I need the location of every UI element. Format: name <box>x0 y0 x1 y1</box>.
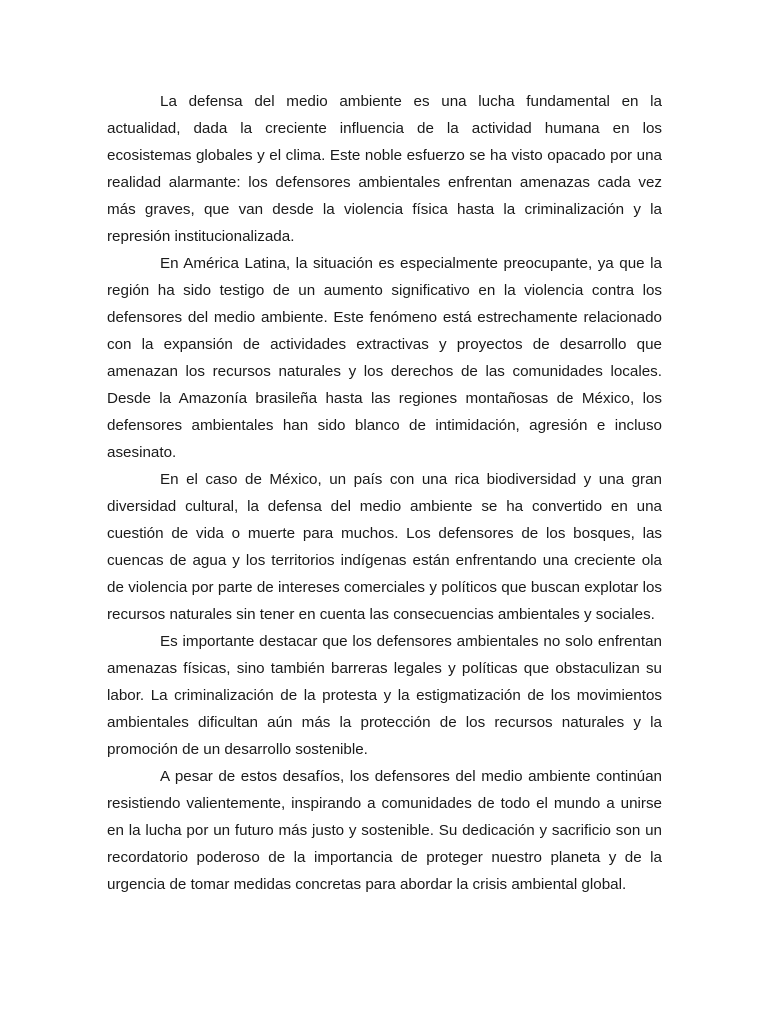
paragraph-4: Es importante destacar que los defensores ambientales no solo enfrentan amenazas físicas, sino también barreras legales y políticas que obstaculizan su labor. La criminalización de la protesta y la estigmatización de los movimientos ambientales dificultan aún más la protección de los recursos naturales y la promoción de un desarrollo sostenible. <box>107 633 662 758</box>
paragraph-5: A pesar de estos desafíos, los defensores del medio ambiente continúan resistiendo valientemente, inspirando a comunidades de todo el mundo a unirse en la lucha por un futuro más justo y sostenible. Su dedicación y sacrificio son un recordatorio poderoso de la importancia de proteger nuestro planeta y de la urgencia de tomar medidas concretas para abordar la crisis ambiental global. <box>107 768 662 893</box>
paragraph-1: La defensa del medio ambiente es una lucha fundamental en la actualidad, dada la creciente influencia de la actividad humana en los ecosistemas globales y el clima. Este noble esfuerzo se ha visto opacado por una realidad alarmante: los defensores ambientales enfrentan amenazas cada vez más graves, que van desde la violencia física hasta la criminalización y la represión institucionalizada. <box>107 93 662 245</box>
paragraph-2: En América Latina, la situación es especialmente preocupante, ya que la región ha sido testigo de un aumento significativo en la violencia contra los defensores del medio ambiente. Este fenómeno está estrechamente relacionado con la expansión de actividades extractivas y proyectos de desarrollo que amenazan los recursos naturales y los derechos de las comunidades locales. Desde la Amazonía brasileña hasta las regiones montañosas de México, los defensores ambientales han sido blanco de intimidación, agresión e incluso asesinato. <box>107 255 662 461</box>
paragraph-3: En el caso de México, un país con una rica biodiversidad y una gran diversidad cultural, la defensa del medio ambiente se ha convertido en una cuestión de vida o muerte para muchos. Los defensores de los bosques, las cuencas de agua y los territorios indígenas están enfrentando una creciente ola de violencia por parte de intereses comerciales y políticos que buscan explotar los recursos naturales sin tener en cuenta las consecuencias ambientales y sociales. <box>107 471 662 623</box>
document-body <box>107 88 662 898</box>
